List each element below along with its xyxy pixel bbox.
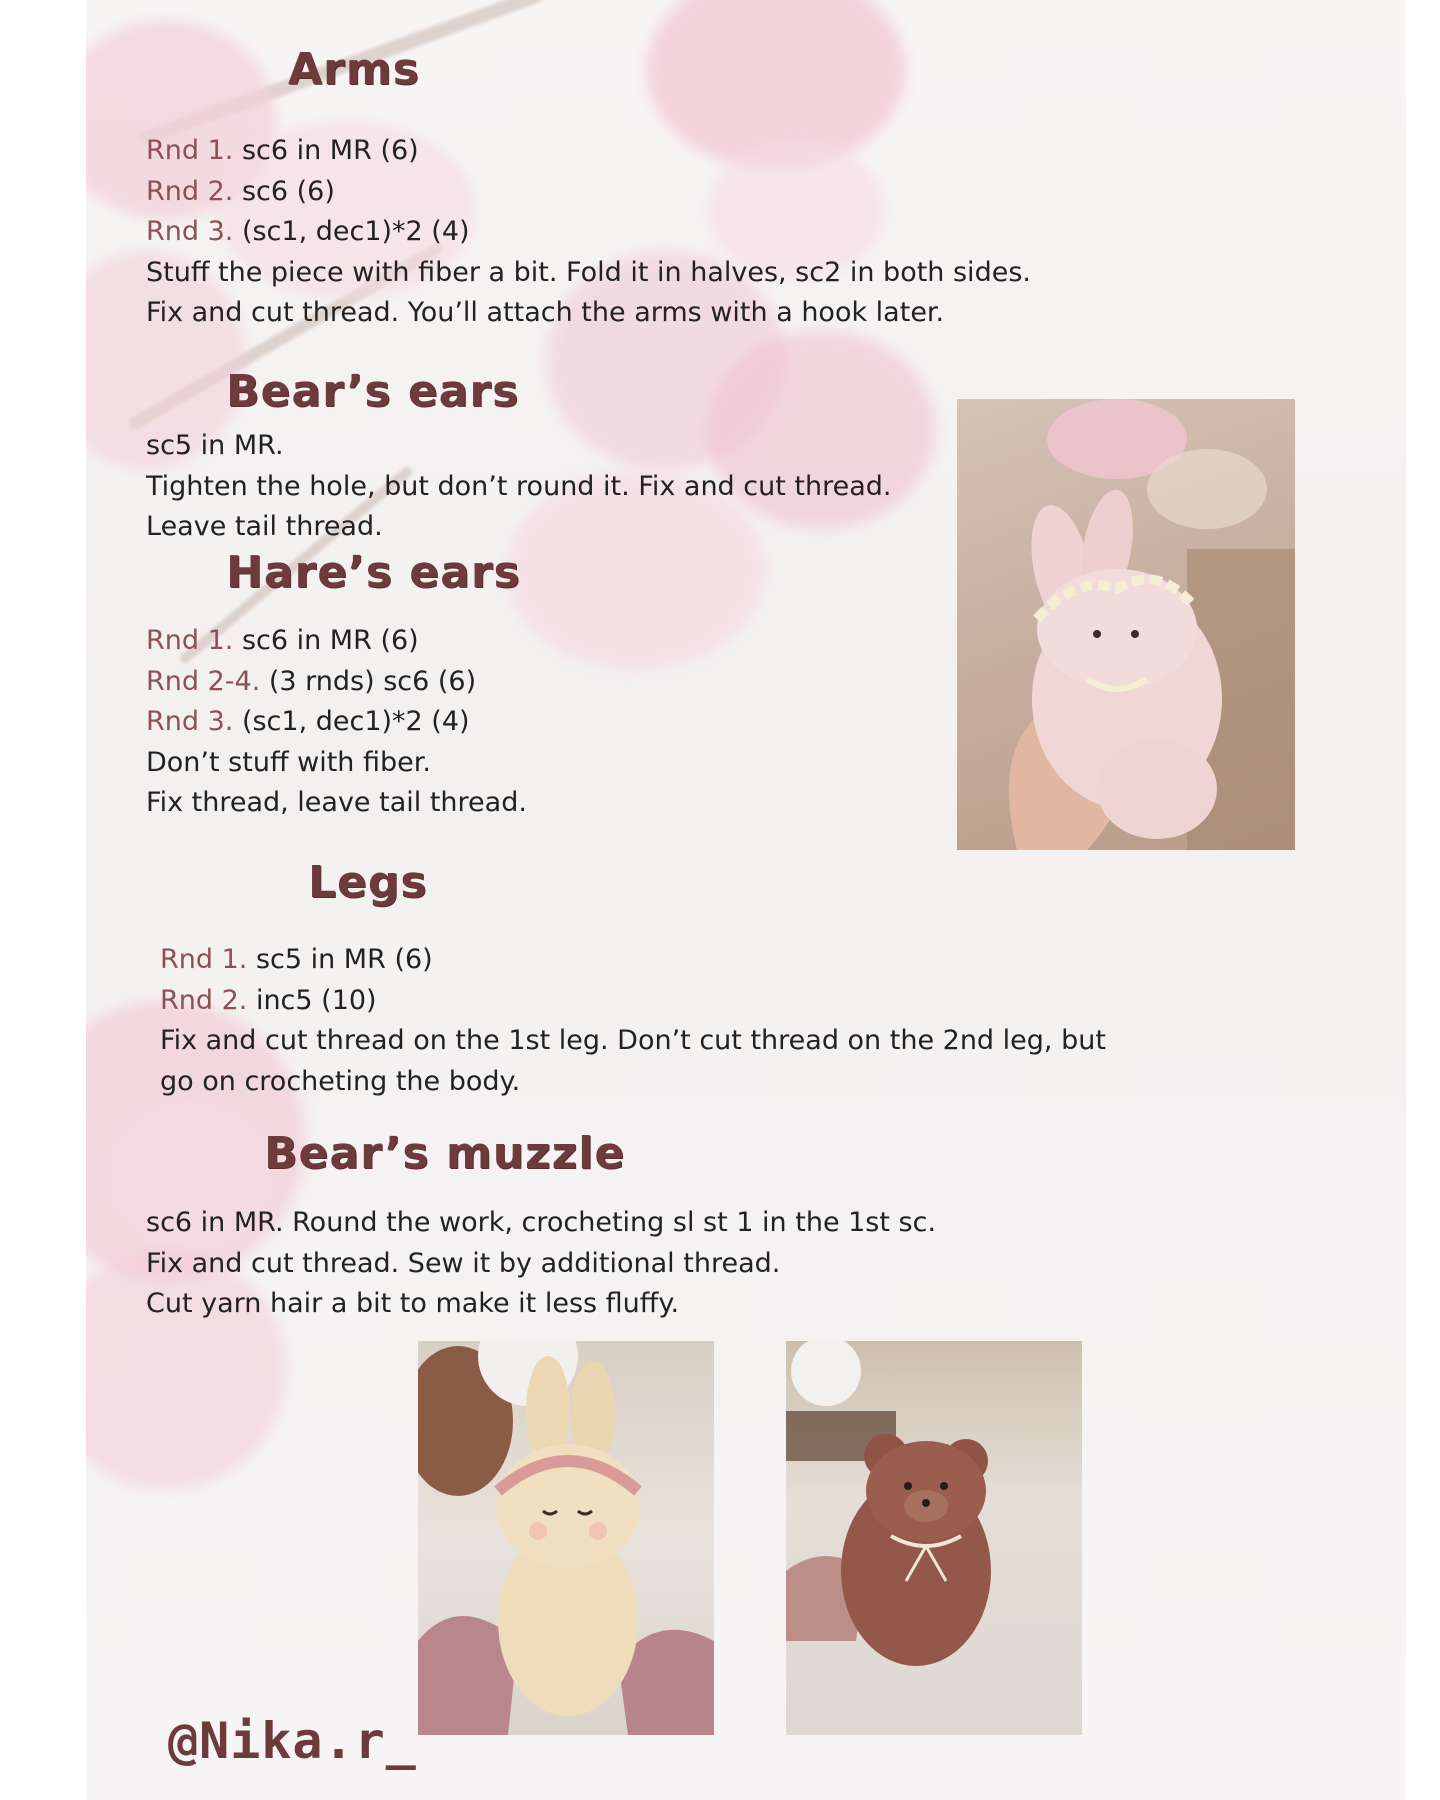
bears-muzzle-instructions [146,1203,936,1325]
pink-bunny-illustration [957,399,1295,850]
arms-instructions [146,131,1031,334]
cream-bunny-photo [418,1341,714,1735]
pink-bunny-photo [957,399,1295,850]
bears-muzzle-heading: Bear’s muzzle [264,1128,626,1179]
instruction-line: Fix and cut thread. Sew it by additional thread. [146,1247,781,1279]
legs-heading: Legs [308,857,428,908]
instruction-line: Rnd 3. (sc1, dec1)*2 (4) [146,216,470,247]
brown-bear-photo [786,1341,1082,1735]
hares-ears-heading: Hare’s ears [226,547,521,598]
instruction-line: Rnd 1. sc6 in MR (6) [146,135,419,166]
instruction-line: Fix and cut thread. You’ll attach the arms with a hook later. [146,297,945,328]
legs-instructions [160,940,1106,1102]
bears-ears-instructions [146,426,892,548]
instruction-line: Rnd 1. sc6 in MR (6) [146,625,419,656]
instruction-line: Leave tail thread. [146,511,383,542]
pattern-page [86,0,1406,1800]
instruction-line: Fix thread, leave tail thread. [146,787,527,818]
instruction-line: sc6 in MR. Round the work, crocheting sl st 1 in the 1st sc. [146,1207,937,1238]
instruction-line: go on crocheting the body. [160,1065,521,1097]
instruction-line: Tighten the hole, but don’t round it. Fix and cut thread. [146,470,892,502]
arms-heading: Arms [288,44,420,95]
cream-bunny-illustration [418,1341,714,1735]
bears-ears-heading: Bear’s ears [226,366,520,417]
brown-bear-illustration [786,1341,1082,1735]
author-credit: @Nika.r_ [168,1712,417,1770]
instruction-line: sc5 in MR. [146,430,284,461]
instruction-line: Rnd 2. inc5 (10) [160,984,377,1016]
instruction-line: Stuff the piece with fiber a bit. Fold it in halves, sc2 in both sides. [146,256,1031,288]
instruction-line: Rnd 1. sc5 in MR (6) [160,944,433,975]
instruction-line: Rnd 3. (sc1, dec1)*2 (4) [146,706,470,737]
instruction-line: Fix and cut thread on the 1st leg. Don’t cut thread on the 2nd leg, but [160,1025,1106,1056]
instruction-line: Rnd 2. sc6 (6) [146,175,335,207]
instruction-line: Don’t stuff with fiber. [146,746,431,778]
hares-ears-instructions [146,621,527,824]
instruction-line: Rnd 2-4. (3 rnds) sc6 (6) [146,665,477,697]
instruction-line: Cut yarn hair a bit to make it less fluffy. [146,1288,680,1319]
